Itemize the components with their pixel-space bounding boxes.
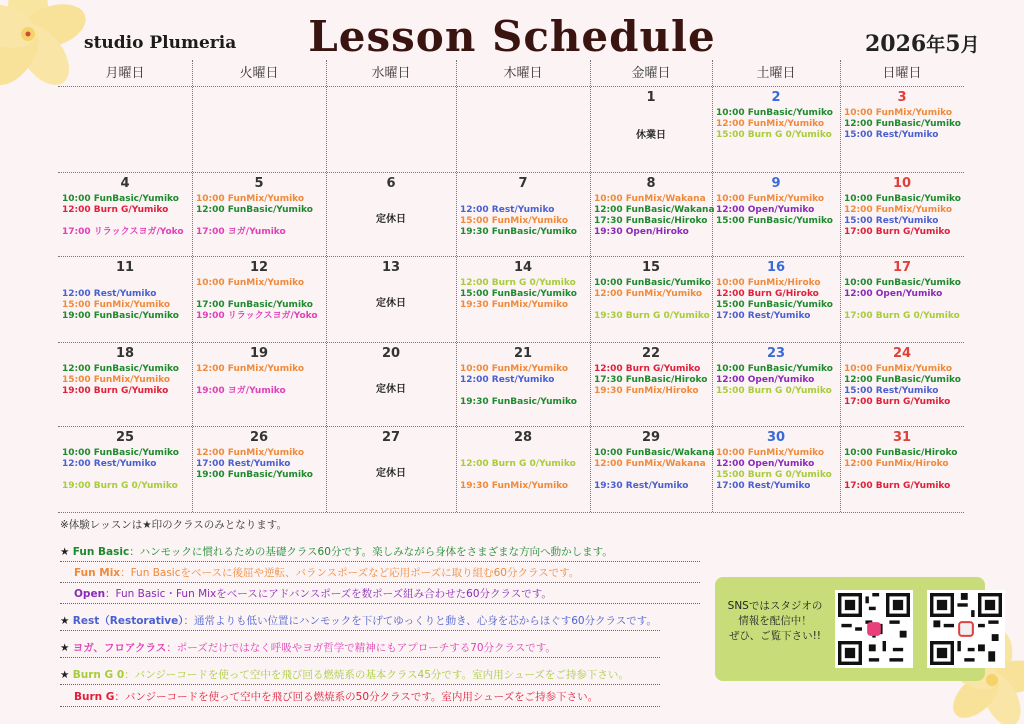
class-entry[interactable]: 17:00 FunBasic/Yumiko [196,300,313,310]
sns-line-2: 情報を配信中！ [738,615,812,627]
day-cell[interactable] [192,426,326,512]
day-cell[interactable] [326,172,456,256]
class-entry[interactable]: 10:00 FunMix/Wakana [594,194,706,204]
class-entry[interactable]: 17:00 リラックスヨガ/Yoko [62,227,184,237]
class-entry[interactable]: 17:00 Rest/Yumiko [716,481,811,491]
class-entry[interactable]: 10:00 FunMix/Yumiko [716,448,825,458]
class-entry[interactable]: 10:00 FunMix/Yumiko [196,278,305,288]
class-entry[interactable]: 10:00 FunBasic/Yumiko [62,194,179,204]
class-entry[interactable]: 10:00 FunBasic/Yumiko [844,278,961,288]
class-name: Burn G 0 [72,669,125,681]
class-entry[interactable]: 15:00 Rest/Yumiko [844,216,939,226]
class-entry[interactable]: 12:00 FunMix/Yumiko [594,289,703,299]
class-entry[interactable]: 17:00 Burn G/Yumiko [844,227,951,237]
day-number: 11 [115,260,135,275]
class-entry[interactable]: 10:00 FunMix/Yumiko [716,194,825,204]
day-cell[interactable] [192,256,326,342]
day-cell[interactable] [840,86,964,172]
sns-message [721,599,829,644]
class-description [74,565,579,580]
class-entry[interactable]: 12:00 Open/Yumiko [716,375,815,385]
class-entry[interactable]: 10:00 FunMix/Yumiko [844,364,953,374]
closed-label: 定休日 [376,214,406,225]
closed-label: 定休日 [376,468,406,479]
note-divider [60,706,660,707]
class-entry[interactable]: 12:00 FunBasic/Yumiko [844,119,961,129]
note-divider [60,582,700,583]
star-icon: ★ [60,546,73,558]
star-icon: ★ [60,669,73,681]
class-entry[interactable]: 12:00 FunMix/Yumiko [716,119,825,129]
day-cell[interactable] [590,172,715,256]
weekday-header: 金曜日 [631,66,671,81]
class-entry[interactable]: 12:00 Rest/Yumiko [62,459,157,469]
class-entry[interactable]: 12:00 Burn G/Yumiko [594,364,701,374]
weekday-header: 水曜日 [371,66,411,81]
day-cell[interactable] [58,256,192,342]
month-unit: 月 [960,34,980,56]
day-number: 26 [249,430,269,445]
calendar-grid [58,60,964,512]
sns-line-1: SNSではスタジオの [727,600,823,612]
day-number: 7 [518,176,528,191]
day-cell[interactable] [456,342,590,426]
class-entry[interactable]: 15:00 Rest/Yumiko [844,386,939,396]
day-cell[interactable] [712,86,840,172]
class-entry[interactable]: 10:00 FunMix/Yumiko [460,364,569,374]
day-number: 21 [513,346,533,361]
day-number: 30 [766,430,786,445]
class-name: Rest（Restorative） [72,615,184,627]
day-cell[interactable] [58,342,192,426]
day-number: 25 [115,430,135,445]
class-entry[interactable]: 19:30 Open/Hiroko [594,227,689,237]
class-entry[interactable]: 15:00 FunBasic/Yumiko [716,216,833,226]
studio-name: studio Plumeria [84,33,237,53]
day-number: 31 [892,430,912,445]
weekday-header: 土曜日 [756,66,796,81]
day-cell[interactable] [326,342,456,426]
class-entry[interactable]: 19:30 FunBasic/Yumiko [460,397,577,407]
day-number: 17 [892,260,912,275]
class-entry[interactable]: 19:30 FunBasic/Yumiko [460,227,577,237]
class-entry[interactable]: 12:00 FunMix/Yumiko [844,205,953,215]
day-cell[interactable] [712,342,840,426]
note-divider [60,657,660,658]
day-number: 22 [641,346,661,361]
year-month [865,30,980,57]
instagram-qr-icon[interactable] [835,590,913,668]
class-entry[interactable]: 12:00 Burn G 0/Yumiko [460,278,576,288]
note-divider [60,603,700,604]
class-entry[interactable]: 15:00 FunBasic/Yumiko [716,300,833,310]
day-number: 13 [381,260,401,275]
class-entry[interactable]: 12:00 Open/Yumiko [716,459,815,469]
class-entry[interactable]: 19:00 リラックスヨガ/Yoko [196,311,318,321]
class-entry[interactable]: 17:00 Burn G 0/Yumiko [844,311,960,321]
day-number: 14 [513,260,533,275]
day-number: 18 [115,346,135,361]
class-entry[interactable]: 15:00 FunMix/Yumiko [460,216,569,226]
day-number: 3 [897,90,907,105]
class-entry[interactable]: 12:00 Rest/Yumiko [62,289,157,299]
class-entry[interactable]: 15:00 Burn G 0/Yumiko [716,130,832,140]
class-entry[interactable]: 12:00 Rest/Yumiko [460,205,555,215]
qr-code-graphic [838,593,910,665]
day-cell[interactable] [712,172,840,256]
day-cell[interactable] [456,172,590,256]
day-number: 1 [646,90,656,105]
class-entry[interactable]: 12:00 FunMix/Yumiko [196,448,305,458]
day-cell[interactable] [590,426,715,512]
class-name: Open [74,588,106,600]
class-entry[interactable]: 12:00 FunBasic/Yumiko [62,364,179,374]
day-cell[interactable] [840,426,964,512]
class-description [74,689,598,704]
class-entry[interactable]: 10:00 FunMix/Yumiko [196,194,305,204]
class-entry[interactable]: 12:00 FunMix/Yumiko [196,364,305,374]
class-entry[interactable]: 15:00 FunMix/Yumiko [62,375,171,385]
day-cell[interactable] [590,342,712,426]
class-name: Fun Mix [74,567,121,579]
class-entry[interactable]: 19:00 Burn G/Yumiko [62,386,169,396]
day-cell[interactable] [192,172,326,256]
note-divider [60,684,660,685]
day-cell[interactable] [840,256,964,342]
class-entry[interactable]: 12:00 FunBasic/Yumiko [844,375,961,385]
day-number: 5 [254,176,264,191]
note-divider [60,630,660,631]
class-entry[interactable]: 17:00 ヨガ/Yumiko [196,227,286,237]
class-entry[interactable]: 19:00 Burn G 0/Yumiko [62,481,178,491]
class-entry[interactable]: 10:00 FunBasic/Wakana [594,448,715,458]
class-name: ヨガ、フロアクラス [72,642,167,654]
calendar-qr-icon[interactable] [927,590,1005,668]
day-number: 28 [513,430,533,445]
class-name: Fun Basic [72,546,130,558]
day-cell[interactable] [192,342,326,426]
closed-label: 休業日 [636,130,666,141]
class-entry[interactable]: 12:00 Open/Yumiko [716,205,815,215]
day-number: 16 [766,260,786,275]
grid-hline [58,512,964,513]
sns-panel [715,577,985,681]
weekday-header: 木曜日 [503,66,543,81]
weekday-header: 火曜日 [239,66,279,81]
sns-line-3: ぜひ、ご覧下さい!! [729,630,821,642]
day-cell[interactable] [712,256,840,342]
month-value: 5 [945,31,961,57]
class-description [60,667,629,682]
class-text: ：バンジーコードを使って空中を飛び回る燃焼系の50分クラスです。室内用シューズをご持参下さい。 [114,691,599,703]
class-entry[interactable]: 19:00 ヨガ/Yumiko [196,386,286,396]
class-entry[interactable]: 12:00 Open/Yumiko [844,289,943,299]
note-divider [60,561,700,562]
class-entry[interactable]: 10:00 FunBasic/Yumiko [716,364,833,374]
qr-code-graphic [930,593,1002,665]
day-cell[interactable] [590,256,712,342]
class-entry[interactable]: 12:00 Rest/Yumiko [460,375,555,385]
day-cell[interactable] [840,342,964,426]
class-entry[interactable]: 15:00 Burn G 0/Yumiko [716,386,832,396]
class-text: ：ポーズだけではなく呼吸やヨガ哲学で精神にもアプローチする70分クラスです。 [166,642,556,654]
weekday-header: 月曜日 [105,66,145,81]
class-entry[interactable]: 10:00 FunBasic/Yumiko [844,194,961,204]
day-number: 8 [646,176,656,191]
day-cell[interactable] [58,172,192,256]
day-cell[interactable] [456,426,590,512]
class-entry[interactable]: 19:30 Burn G 0/Yumiko [594,311,710,321]
day-number: 9 [771,176,781,191]
day-number: 15 [641,260,661,275]
class-entry[interactable]: 17:00 Burn G/Yumiko [844,481,951,491]
class-entry[interactable]: 19:00 FunBasic/Yumiko [62,311,179,321]
day-cell[interactable] [326,256,456,342]
class-text: ：Fun Basic・Fun Mixをベースにアドバンスポーズを数ポーズ組み合わせた60分クラスです。 [105,588,552,600]
class-entry[interactable]: 17:30 FunBasic/Hiroko [594,216,708,226]
class-description [60,544,613,559]
day-number: 20 [381,346,401,361]
class-entry[interactable]: 15:00 FunBasic/Yumiko [460,289,577,299]
day-cell[interactable] [326,426,456,512]
day-number: 29 [641,430,661,445]
closed-label: 定休日 [376,384,406,395]
class-text: ：バンジーコードを使って空中を飛び回る燃焼系の基本クラス45分です。室内用シューズをご持参下さい。 [124,669,629,681]
class-text: ：ハンモックに慣れるための基礎クラス60分です。楽しみながら身体をさまざまな方向へ動かします。 [129,546,613,558]
class-entry[interactable]: 19:30 FunMix/Hiroko [594,386,699,396]
day-number: 4 [120,176,130,191]
class-entry[interactable]: 10:00 FunBasic/Yumiko [62,448,179,458]
day-cell[interactable] [590,86,712,172]
class-entry[interactable]: 12:00 FunBasic/Wakana [594,205,715,215]
day-cell[interactable] [840,172,964,256]
day-number: 24 [892,346,912,361]
day-number: 10 [892,176,912,191]
class-text: ：通常よりも低い位置にハンモックを下げてゆっくりと動き、心身を芯からほぐす60分クラスです。 [183,615,657,627]
day-number: 6 [386,176,396,191]
class-description [60,640,556,655]
page-title: Lesson Schedule [308,12,716,61]
day-cell[interactable] [456,256,590,342]
star-icon: ★ [60,615,73,627]
star-icon: ★ [60,642,73,654]
class-description [60,613,657,628]
class-entry[interactable]: 19:30 FunMix/Yumiko [460,481,569,491]
day-number: 19 [249,346,269,361]
year-value: 2026 [865,31,927,57]
class-entry[interactable]: 10:00 FunMix/Yumiko [844,108,953,118]
class-entry[interactable]: 10:00 FunBasic/Yumiko [716,108,833,118]
class-entry[interactable]: 15:00 FunMix/Yumiko [62,300,171,310]
class-name: Burn G [74,691,115,703]
class-description [74,586,552,601]
class-entry[interactable]: 15:00 Burn G 0/Yumiko [716,470,832,480]
class-entry[interactable]: 12:00 FunMix/Hiroko [844,459,949,469]
class-entry[interactable]: 12:00 Burn G 0/Yumiko [460,459,576,469]
closed-label: 定休日 [376,298,406,309]
class-entry[interactable]: 19:30 Rest/Yumiko [594,481,689,491]
day-number: 12 [249,260,269,275]
class-entry[interactable]: 10:00 FunMix/Hiroko [716,278,821,288]
trial-note: ※体験レッスンは★印のクラスのみとなります。 [60,519,287,531]
class-entry[interactable]: 12:00 FunBasic/Yumiko [196,205,313,215]
class-entry[interactable]: 19:00 FunBasic/Yumiko [196,470,313,480]
class-entry[interactable]: 19:30 FunMix/Yumiko [460,300,569,310]
day-cell[interactable] [712,426,840,512]
class-entry[interactable]: 12:00 Burn G/Hiroko [716,289,819,299]
class-entry[interactable]: 15:00 Rest/Yumiko [844,130,939,140]
class-entry[interactable]: 17:00 Rest/Yumiko [196,459,291,469]
day-number: 23 [766,346,786,361]
class-entry[interactable]: 10:00 FunBasic/Yumiko [594,278,711,288]
day-number: 27 [381,430,401,445]
class-entry[interactable]: 17:00 Rest/Yumiko [716,311,811,321]
class-entry[interactable]: 10:00 FunBasic/Hiroko [844,448,958,458]
class-text: ：Fun Basicをベースに後屈や逆転、バランスポーズなど応用ポーズに取り組む60分クラスです。 [120,567,580,579]
day-number: 2 [771,90,781,105]
weekday-header: 日曜日 [882,66,922,81]
class-entry[interactable]: 17:30 FunBasic/Hiroko [594,375,708,385]
day-cell[interactable] [58,426,192,512]
class-entry[interactable]: 12:00 FunMix/Wakana [594,459,706,469]
year-unit: 年 [926,34,946,56]
class-entry[interactable]: 17:00 Burn G/Yumiko [844,397,951,407]
class-entry[interactable]: 12:00 Burn G/Yumiko [62,205,169,215]
